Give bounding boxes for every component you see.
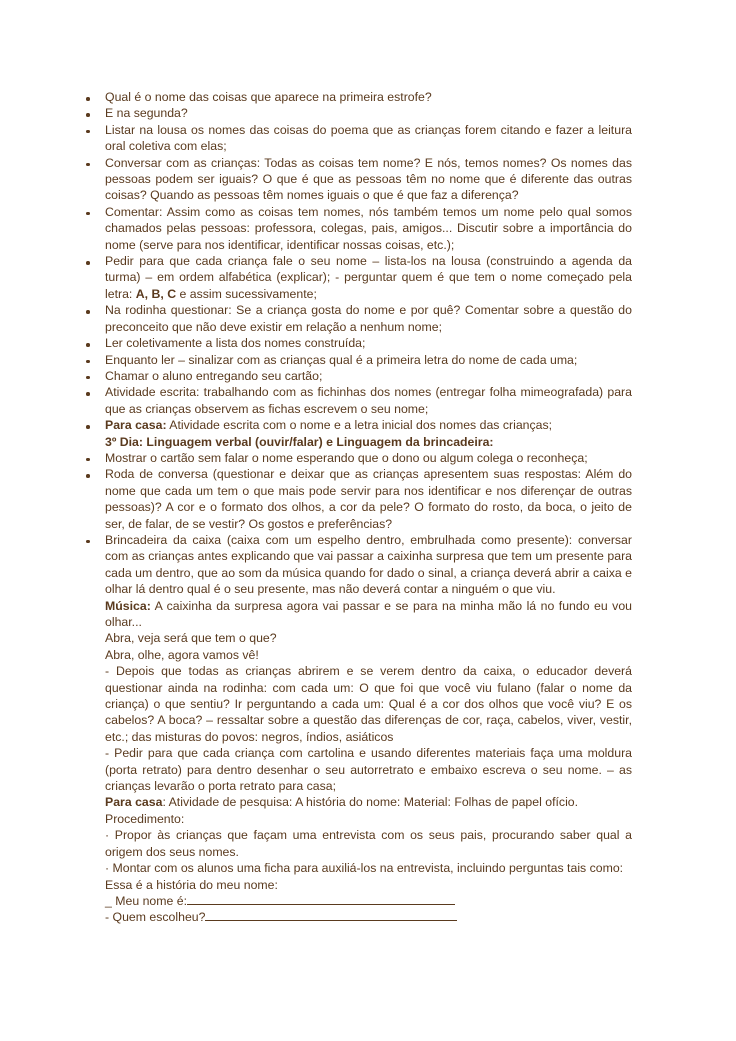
list-item: Enquanto ler – sinalizar com as crianças qual é a primeira letra do nome de cada uma;: [86, 352, 632, 368]
list-item: Chamar o aluno entregando seu cartão;: [86, 368, 632, 384]
list-item: Brincadeira da caixa (caixa com um espelho dentro, embrulhada como presente): conversar com as crianças antes explicando que vai passar a caixinha surpresa que tem um presente para cada um dentro, que ao som da música quando for dado o sinal, a criança deverá abrir a caixa e olhar lá dentro qual é o seu presente, mas não deverá contar a ninguém o que viu.: [86, 532, 632, 598]
list-item-text: Pedir para que cada criança fale o seu nome – lista-los na lousa (construindo a agenda da turma) – em ordem alfabética (explicar); - perguntar quem é que tem o nome começado pela letra:: [105, 254, 632, 301]
letters-bold: A, B, C: [135, 286, 177, 301]
list-item: Conversar com as crianças: Todas as coisas tem nome? E nós, temos nomes? Os nomes das pessoas podem ser iguais? O que é que as pessoas têm no nome que é diferente das outras coisas? Quando as pessoas têm nomes iguais o que é que faz a diferença?: [86, 155, 632, 204]
list-item-text-after: e assim sucessivamente;: [179, 286, 317, 301]
list-item-text: Atividade escrita com o nome e a letra inicial dos nomes das crianças;: [169, 418, 553, 433]
para-casa-paragraph: [86, 794, 632, 810]
paragraph: · Montar com os alunos uma ficha para auxiliá-los na entrevista, incluindo perguntas tais como:: [105, 861, 624, 876]
day3-heading: [86, 434, 632, 450]
bullet-list-2: [86, 450, 632, 598]
form-label: - Quem escolheu?: [105, 910, 206, 925]
list-item: Ler coletivamente a lista dos nomes construída;: [86, 335, 632, 351]
form-line: [86, 893, 632, 909]
blank-line: [187, 893, 455, 905]
list-item: [86, 253, 632, 302]
list-item: Qual é o nome das coisas que aparece na primeira estrofe?: [86, 89, 632, 105]
musica-line: Abra, olhe, agora vamos vê!: [105, 647, 259, 662]
para-casa-label: Para casa:: [105, 418, 167, 433]
blank-line: [205, 909, 457, 921]
paragraph: Essa é a história do meu nome:: [105, 877, 278, 892]
bullet-list: [86, 89, 632, 434]
list-item: Atividade escrita: trabalhando com as fichinhas dos nomes (entregar folha mimeografada) para que as crianças observem as fichas escrevem o seu nome;: [86, 384, 632, 417]
list-item: [86, 417, 632, 433]
form-line: [86, 909, 632, 925]
paragraph: · Propor às crianças que façam uma entrevista com os seus pais, procurando saber qual a origem dos seus nomes.: [105, 828, 632, 859]
para-casa-text: : Atividade de pesquisa: A história do nome: Material: Folhas de papel ofício.: [162, 795, 579, 810]
musica-line: Abra, veja será que tem o que?: [105, 631, 277, 646]
musica-text: A caixinha da surpresa agora vai passar e se para na minha mão lá no fundo eu vou olhar...: [105, 598, 633, 629]
musica-label: Música:: [105, 598, 151, 613]
para-casa-label: Para casa: [105, 795, 163, 810]
list-item: Mostrar o cartão sem falar o nome esperando que o dono ou algum colega o reconheça;: [86, 450, 632, 466]
list-item: Listar na lousa os nomes das coisas do poema que as crianças forem citando e fazer a leitura oral coletiva com elas;: [86, 122, 632, 155]
list-item: Comentar: Assim como as coisas tem nomes, nós também temos um nome pelo qual somos chamados pelas pessoas: professora, colegas, pais, amigos... Discutir sobre a importância do nome (serve para nos identificar, identificar nossas coisas, etc.);: [86, 204, 632, 253]
document-body: [86, 89, 632, 926]
form-label: _ Meu nome é:: [105, 893, 188, 908]
paragraph: - Pedir para que cada criança com cartolina e usando diferentes materiais faça uma moldura (porta retrato) para dentro desenhar o seu autorretrato e embaixo escreva o seu nome. – as crianças levarão o porta retrato para casa;: [105, 746, 632, 794]
list-item: Roda de conversa (questionar e deixar que as crianças apresentem suas respostas: Além do nome que cada um tem o que mais pode servir para nos identificar e nos diferençar de outras pessoas)? A cor e o formato dos olhos, a cor da pele? O formato do rosto, da boca, o jeito de ser, de falar, de se vestir? Os gostos e preferências?: [86, 466, 632, 532]
list-item: E na segunda?: [86, 105, 632, 121]
list-item: Na rodinha questionar: Se a criança gosta do nome e por quê? Comentar sobre a questão do preconceito que não deve existir em relação a nenhum nome;: [86, 302, 632, 335]
paragraph: - Depois que todas as crianças abrirem e se verem dentro da caixa, o educador deverá questionar ainda na rodinha: com cada um: O que foi que você viu fulano (falar o nome da criança) o que sentiu? Ir perguntando a cada um: Qual é a cor dos olhos que você viu? E os cabelos? A boca? – ressaltar sobre a questão das diferenças de cor, raça, cabelos, viver, vestir, etc.; das misturas do povos: negros, índios, asiáticos: [105, 664, 632, 744]
musica-paragraph: [86, 598, 632, 631]
procedimento-heading: Procedimento:: [105, 811, 185, 826]
day3-heading-text: 3º Dia: Linguagem verbal (ouvir/falar) e Linguagem da brincadeira:: [105, 434, 494, 449]
